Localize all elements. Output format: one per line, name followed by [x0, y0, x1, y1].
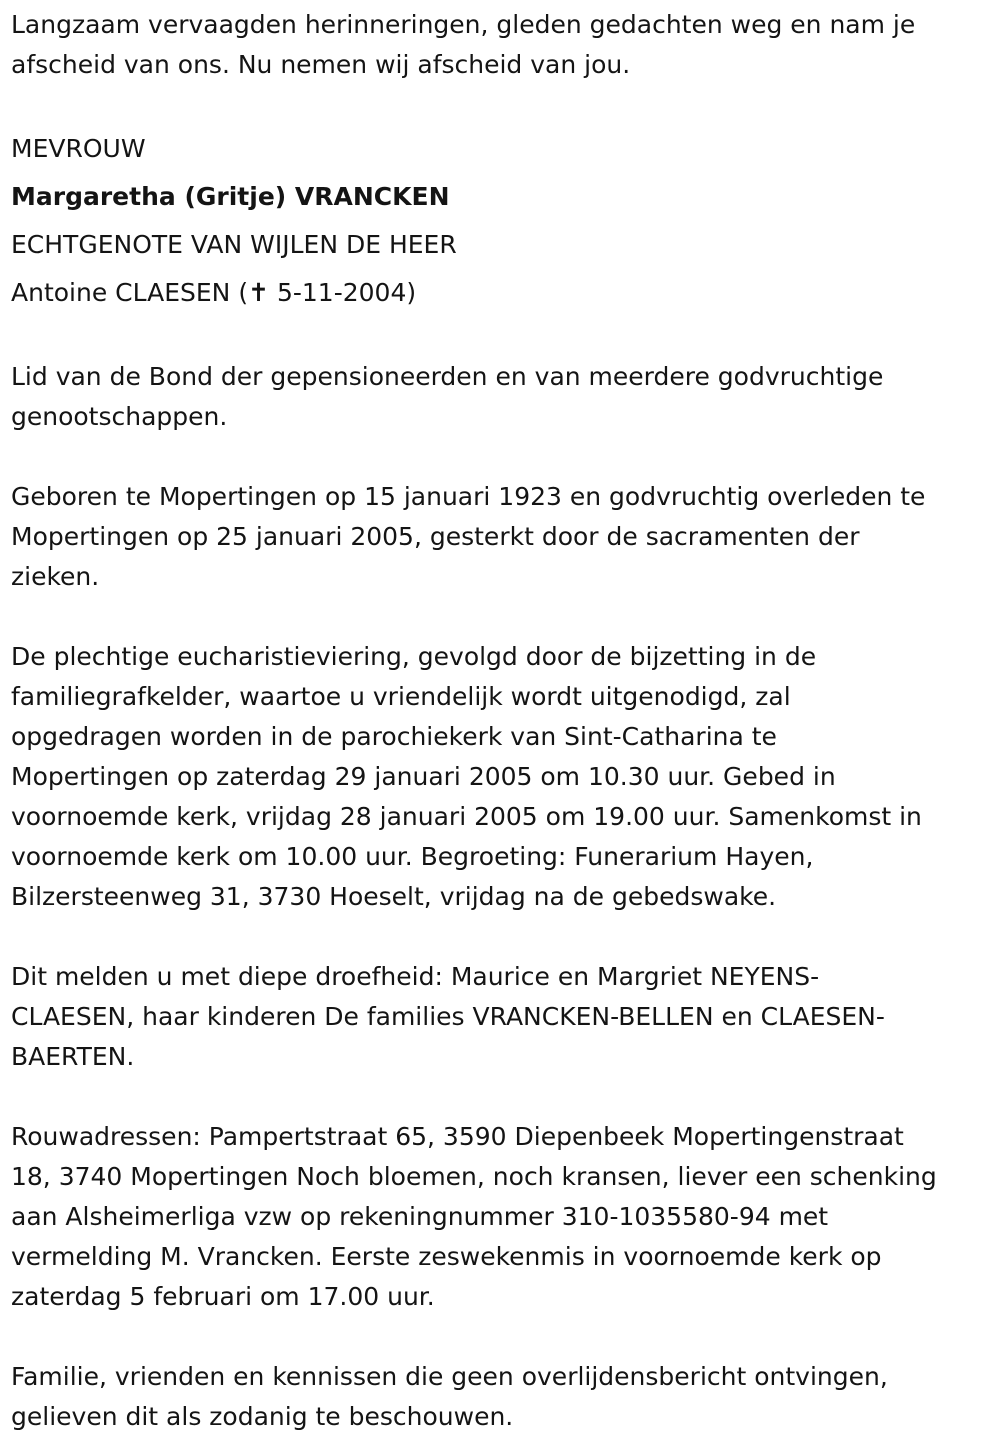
spacer [11, 1077, 986, 1117]
ceremony-paragraph: De plechtige eucharistieviering, gevolgd door de bijzetting in de familiegrafkelder, waartoe u vriendelijk wordt uitgenodigd, zal opgedragen worden in de parochiekerk van Sint-Catharina te Mopertingen op zaterdag 29 januari 2005 om 10.30 uur. Gebed in voornoemde kerk, vrijdag 28 januari 2005 om 19.00 uur. Samenkomst in voornoemde kerk om 10.00 uur. Begroeting: Funerarium Hayen, Bilzersteenweg 31, 3730 Hoeselt, vrijdag na de gebedswake. [11, 642, 922, 911]
spouse-title: ECHTGENOTE VAN WIJLEN DE HEER [11, 230, 457, 259]
intro-paragraph: Langzaam vervaagden herinneringen, gleden gedachten weg en nam je afscheid van ons. Nu nemen wij afscheid van jou. [11, 10, 916, 79]
obituary-text [11, 5, 986, 1437]
addresses-paragraph: Rouwadressen: Pampertstraat 65, 3590 Diepenbeek Mopertingenstraat 18, 3740 Mopertingen Noch bloemen, noch kransen, liever een schenking aan Alsheimerliga vzw op rekeningnummer 310-1035580-94 met vermelding M. Vrancken. Eerste zeswekenmis in voornoemde kerk op zaterdag 5 februari om 17.00 uur. [11, 1122, 937, 1311]
membership-paragraph: Lid van de Bond der gepensioneerden en van meerdere godvruchtige genootschappen. [11, 362, 884, 431]
spacer [11, 85, 986, 125]
deceased-name: Margaretha (Gritje) VRANCKEN [11, 182, 450, 211]
birth-death-paragraph: Geboren te Mopertingen op 15 januari 1923 en godvruchtig overleden te Mopertingen op 25 januari 2005, gesterkt door de sacramenten der zieken. [11, 482, 926, 591]
spacer [11, 1317, 986, 1357]
spouse-name: Antoine CLAESEN (✝ 5-11-2004) [11, 278, 417, 307]
closing-paragraph: Familie, vrienden en kennissen die geen overlijdensbericht ontvingen, gelieven dit als zodanig te beschouwen. [11, 1362, 888, 1431]
spacer [11, 917, 986, 957]
salutation: MEVROUW [11, 134, 146, 163]
spacer [11, 317, 986, 357]
spacer [11, 437, 986, 477]
announcers-paragraph: Dit melden u met diepe droefheid: Maurice en Margriet NEYENS- CLAESEN, haar kinderen De families VRANCKEN-BELLEN en CLAESEN- BAERTEN. [11, 962, 885, 1071]
spacer [11, 597, 986, 637]
